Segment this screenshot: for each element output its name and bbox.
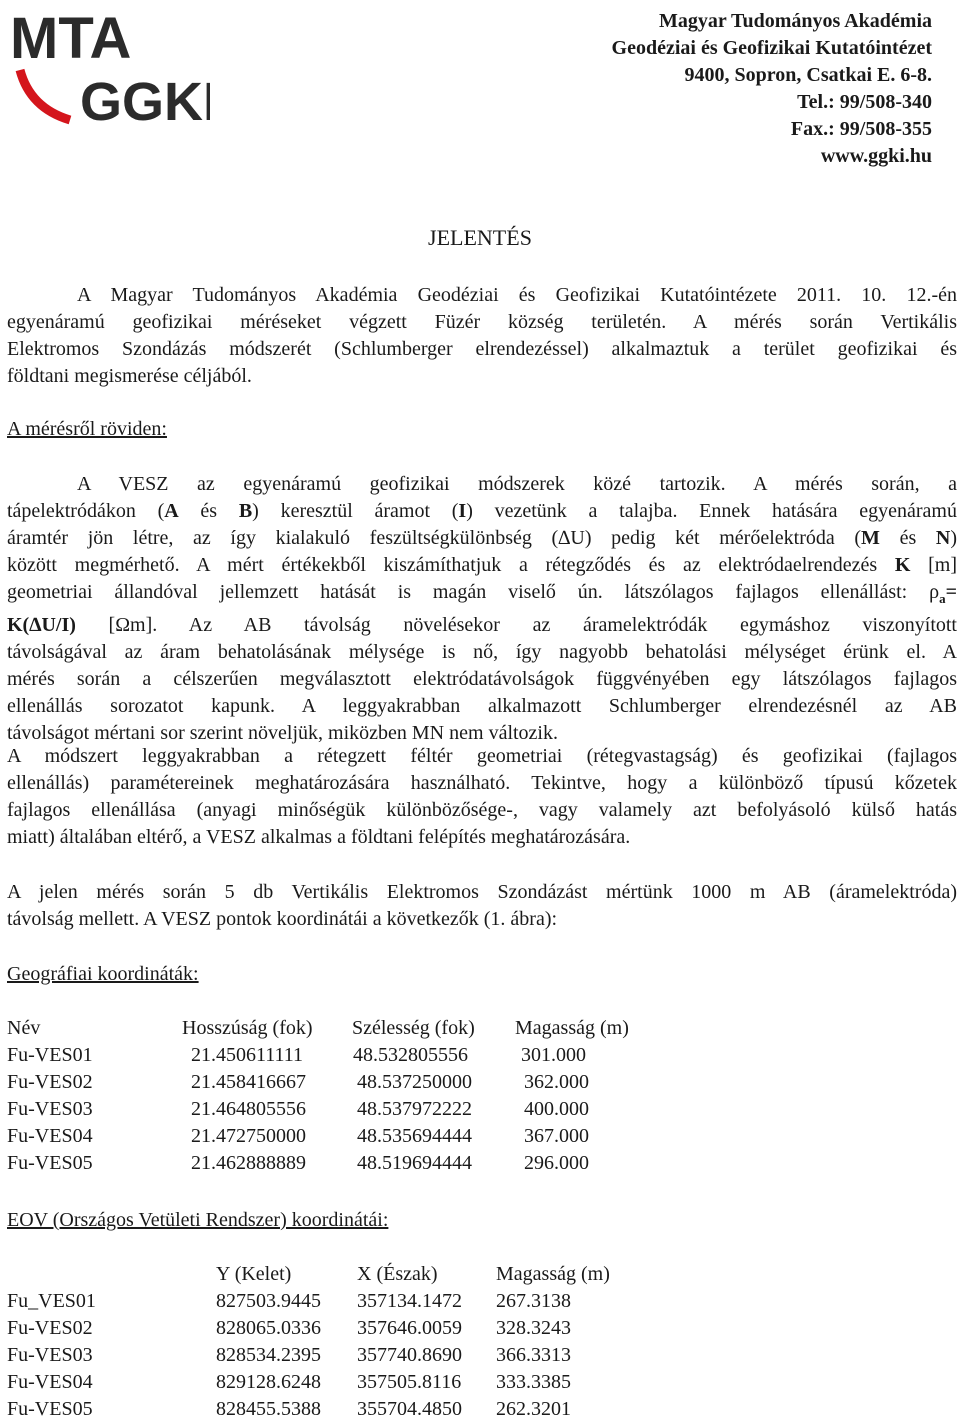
text-line: A módszert leggyakrabban a rétegzett féltér geometriai (rétegvastagság) és geofizikai (fajlagos: [7, 745, 957, 767]
method2-paragraph: [7, 743, 957, 851]
table-cell: 357134.1472: [357, 1290, 462, 1312]
table-cell: 21.458416667: [191, 1071, 306, 1093]
table-cell: 21.462888889: [191, 1152, 306, 1174]
column-header: Név: [7, 1017, 41, 1039]
table-cell: Fu-VES01: [7, 1044, 93, 1066]
table-cell: 400.000: [524, 1098, 589, 1120]
table-cell: 21.464805556: [191, 1098, 306, 1120]
table-cell: Fu_VES01: [7, 1290, 96, 1312]
table-cell: 828065.0336: [216, 1317, 321, 1339]
table-cell: 357646.0059: [357, 1317, 462, 1339]
table-cell: Fu-VES03: [7, 1098, 93, 1120]
logo-text-ggki: GGKI: [80, 72, 210, 128]
table-cell: 328.3243: [496, 1317, 571, 1339]
table-cell: 333.3385: [496, 1371, 571, 1393]
table-row: [7, 1369, 957, 1396]
table-cell: 296.000: [524, 1152, 589, 1174]
header-line: Geodéziai és Geofizikai Kutatóintézet: [611, 37, 932, 59]
table-cell: 828534.2395: [216, 1344, 321, 1366]
geographic-coordinates-table: [7, 1015, 957, 1177]
table-header-row: [7, 1015, 957, 1042]
eov-coordinates-table: [7, 1261, 957, 1423]
table-cell: 367.000: [524, 1125, 589, 1147]
section-heading-eov: EOV (Országos Vetületi Rendszer) koordinátái:: [7, 1209, 389, 1231]
logo-arc: [20, 70, 70, 120]
text-line: között megmérhető. A mért értékekből kiszámíthatjuk a rétegződés és az elektródaelrendezés K [m]: [7, 554, 957, 576]
table-cell: 301.000: [521, 1044, 586, 1066]
text-line: tápelektródákon (A és B) keresztül áramot (I) vezetünk a talajba. Ennek hatására egyenáramú: [7, 500, 957, 522]
column-header: Hosszúság (fok): [182, 1017, 313, 1039]
text-line: ellenállás sorozatot kapunk. A leggyakrabban alkalmazott Schlumberger elrendezésnél az AB: [7, 695, 957, 717]
text-line: ellenállás) paramétereinek meghatározására használható. Tekintve, hogy a különböző típusú kőzetek: [7, 772, 957, 794]
text-line: távolság mellett. A VESZ pontok koordinátái a következők (1. ábra):: [7, 908, 558, 930]
column-header: Szélesség (fok): [352, 1017, 475, 1039]
table-cell: 267.3138: [496, 1290, 571, 1312]
header-line: www.ggki.hu: [820, 145, 932, 167]
table-cell: 262.3201: [496, 1398, 571, 1420]
method-paragraph: [7, 471, 957, 747]
section-heading-geographic: Geográfiai koordináták:: [7, 963, 199, 985]
table-cell: 829128.6248: [216, 1371, 321, 1393]
logo-graphic: [10, 8, 210, 128]
table-cell: 21.450611111: [191, 1044, 304, 1066]
table-cell: Fu-VES04: [7, 1125, 93, 1147]
text-line: távolságával az áram behatolásának mélysége is nő, így nagyobb behatolási mélységet érünk el. A: [7, 641, 957, 663]
report-title: JELENTÉS: [428, 225, 532, 250]
table-row: [7, 1288, 957, 1315]
column-header: Magasság (m): [496, 1263, 610, 1285]
table-cell: Fu-VES05: [7, 1398, 93, 1420]
table-cell: 48.535694444: [357, 1125, 472, 1147]
column-header: Magasság (m): [515, 1017, 629, 1039]
text-line: fajlagos ellenállása (anyagi minőségük különbözősége-, vagy valamely azt befolyásoló külső hatás: [7, 799, 957, 821]
table-row: [7, 1315, 957, 1342]
column-header: X (Észak): [357, 1263, 438, 1285]
text-line: távolságot mértani sor szerint növeljük, miközben MN nem változik.: [7, 722, 558, 744]
table-cell: Fu-VES05: [7, 1152, 93, 1174]
table-cell: 21.472750000: [191, 1125, 306, 1147]
text-line: geometriai állandóval jellemzett hatását is magán viselő ún. látszólagos fajlagos ellenállást: $\rho_a=$: [7, 581, 957, 606]
text-line: miatt) általában eltérő, a VESZ alkalmas a földtani felépítés meghatározására.: [7, 826, 631, 848]
measurement-paragraph: [7, 879, 957, 933]
logo-text-mta: MTA: [10, 8, 132, 71]
text-line: áramtér jön létre, az így kialakuló feszültségkülönbség (∆U) pedig két mérőelektróda (M és N): [7, 527, 957, 549]
table-cell: 357740.8690: [357, 1344, 462, 1366]
institution-header: [612, 8, 932, 170]
text-line: földtani megismerése céljából.: [7, 365, 252, 387]
table-cell: 362.000: [524, 1071, 589, 1093]
text-line: A VESZ az egyenáramú geofizikai módszerek közé tartozik. A mérés során, a: [77, 473, 957, 495]
table-cell: 48.537972222: [357, 1098, 472, 1120]
table-cell: 366.3313: [496, 1344, 571, 1366]
text-line: K(∆U/I) [Ωm]. Az AB távolság növelésekor az áramelektródák egymáshoz viszonyított: [7, 614, 957, 636]
text-line: egyenáramú geofizikai méréseket végzett Füzér község területén. A mérés során Vertikális: [7, 311, 957, 333]
table-row: [7, 1123, 957, 1150]
header-line: Tel.: 99/508-340: [797, 91, 932, 113]
header-line: Fax.: 99/508-355: [790, 118, 932, 140]
table-row: [7, 1150, 957, 1177]
table-cell: 48.519694444: [357, 1152, 472, 1174]
text-line: A jelen mérés során 5 db Vertikális Elektromos Szondázást mértünk 1000 m AB (áramelektróda): [7, 881, 957, 903]
text-line: Elektromos Szondázás módszerét (Schlumberger elrendezéssel) alkalmaztuk a terület geofizikai és: [7, 338, 957, 360]
table-cell: Fu-VES02: [7, 1317, 93, 1339]
table-row: [7, 1042, 957, 1069]
header-line: Magyar Tudományos Akadémia: [658, 10, 932, 32]
table-header-row: [7, 1261, 957, 1288]
table-cell: 48.537250000: [357, 1071, 472, 1093]
header-line: 9400, Sopron, Csatkai E. 6-8.: [684, 64, 932, 86]
table-cell: 48.532805556: [353, 1044, 468, 1066]
table-cell: Fu-VES03: [7, 1344, 93, 1366]
table-cell: 355704.4850: [357, 1398, 462, 1420]
table-cell: 828455.5388: [216, 1398, 321, 1420]
table-row: [7, 1096, 957, 1123]
text-line: A Magyar Tudományos Akadémia Geodéziai és Geofizikai Kutatóintézete 2011. 10. 12.-én: [77, 284, 957, 306]
table-row: [7, 1069, 957, 1096]
table-cell: Fu-VES02: [7, 1071, 93, 1093]
table-cell: 357505.8116: [357, 1371, 462, 1393]
mta-ggki-logo: [10, 8, 210, 128]
table-cell: 827503.9445: [216, 1290, 321, 1312]
intro-paragraph: [7, 282, 957, 390]
table-cell: Fu-VES04: [7, 1371, 93, 1393]
text-line: mérés során a célszerűen megválasztott elektródatávolságok függvényében egy látszólagos fajlagos: [7, 668, 957, 690]
section-heading-method: A mérésről röviden:: [7, 418, 167, 440]
column-header: Y (Kelet): [216, 1263, 292, 1285]
table-row: [7, 1342, 957, 1369]
